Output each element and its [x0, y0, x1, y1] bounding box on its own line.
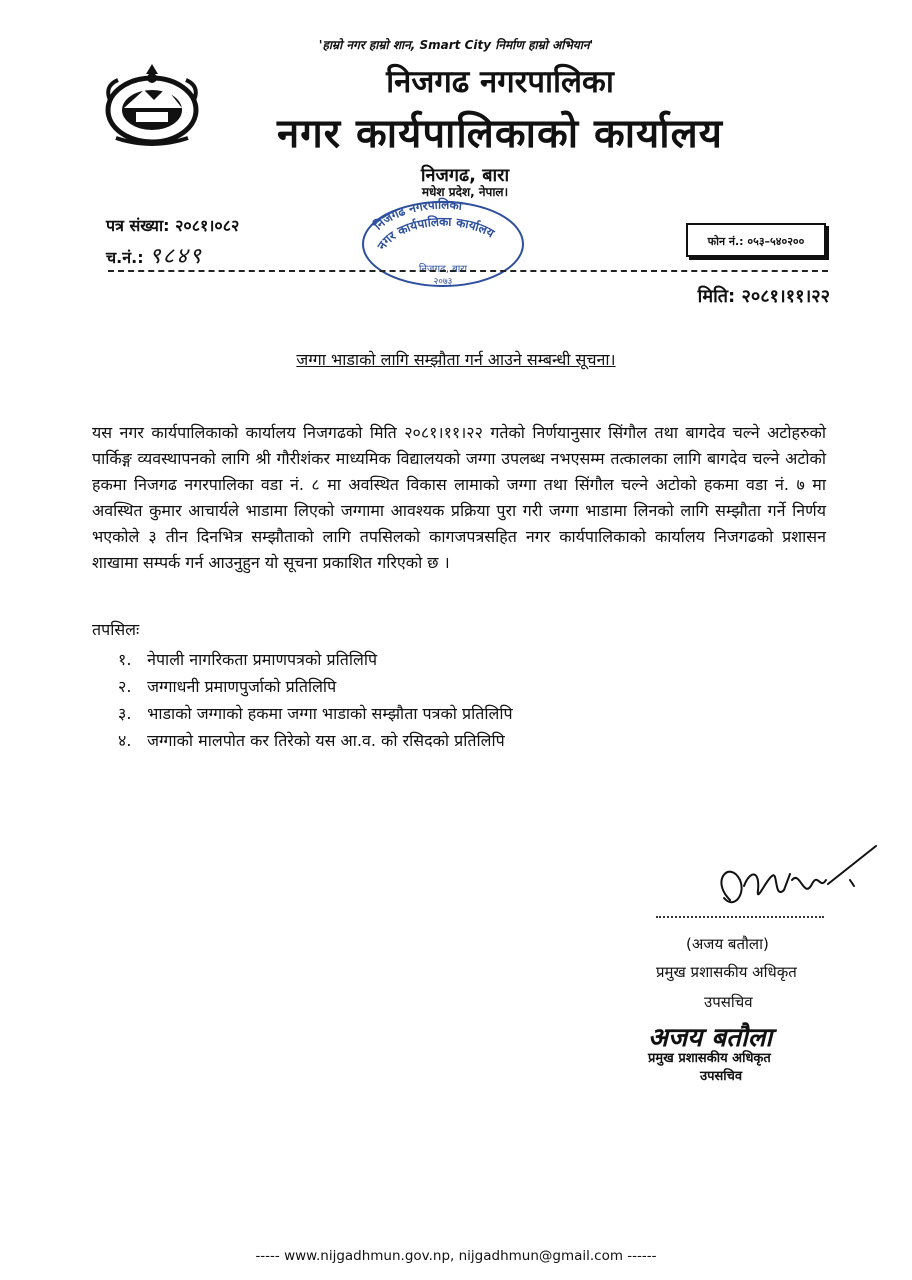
signatory-designation: प्रमुख प्रशासकीय अधिकृत	[656, 963, 797, 981]
signatory-rank: उपसचिव	[704, 993, 753, 1011]
stamp-bottom-text: नगर कार्यपालिका कार्यालय	[374, 214, 497, 253]
notice-body: यस नगर कार्यपालिकाको कार्यालय निजगढको मिति २०८१।११।२२ गतेको निर्णयानुसार सिंगौल तथा बागदेव चल्ने अटोहरुको पार्किङ्ग व्यवस्थापनको लागि श्री गौरीशंकर माध्यमिक विद्यालयको जग्गा उपलब्ध नभएसम्म तत्कालका लागि बागदेव चल्ने अटोको हकमा निजगढ नगरपालिका वडा नं. ८ मा अवस्थित विकास लामाको जग्गा तथा सिंगौल चल्ने अटोको हकमा वडा नं. ७ मा अवस्थित कुमार आचार्यले भाडामा लिएको जग्गामा आवश्यक प्रक्रिया पुरा गरी जग्गा भाडामा लिनको लागि सम्झौता गर्ने निर्णय भएकोले ३ तीन दिनभित्र सम्झौताको लागि तपसिलको कागजपत्रसहित नगर कार्यपालिकाको कार्यालय निजगढको प्रशासन शाखामा सम्पर्क गर्न आउनुहुन यो सूचना प्रकाशित गरिएको छ ।	[92, 423, 826, 572]
patra-sankhya	[106, 214, 239, 236]
list-item-number: ३.	[118, 704, 132, 723]
stamp-place: निजगढ, बारा	[418, 264, 468, 275]
signature-line	[656, 916, 824, 918]
seal-rank: उपसचिव	[700, 1069, 743, 1084]
location-line1: निजगढ, बारा	[420, 165, 510, 186]
list-item-number: ४.	[118, 731, 132, 750]
footer-contact: ----- www.nijgadhmun.gov.np, nijgadhmun@gmail.com ------	[255, 1248, 657, 1264]
office-title: नगर कार्यपालिकाको कार्यालय	[277, 111, 723, 157]
municipality-title: निजगढ नगरपालिका	[386, 64, 614, 100]
stamp-year: २०७३	[433, 277, 453, 287]
notice-subject: जग्गा भाडाको लागि सम्झौता गर्न आउने सम्बन्धी सूचना।	[296, 350, 616, 369]
list-item-text: जग्गाधनी प्रमाणपुर्जाको प्रतिलिपि	[147, 677, 337, 696]
chalani-label: च.नं.:	[106, 248, 144, 267]
seal-designation: प्रमुख प्रशासकीय अधिकृत	[648, 1051, 771, 1066]
stamp-top-text: निजगढ नगरपालिका	[371, 197, 463, 233]
location-line2: मधेश प्रदेश, नेपाल।	[421, 185, 509, 199]
nepal-government-emblem-icon	[96, 60, 208, 150]
tapasil-list	[118, 646, 513, 754]
list-item	[118, 646, 513, 673]
list-item-number: १.	[118, 650, 132, 669]
chalani-value: ९८४९	[149, 244, 203, 269]
list-item	[118, 673, 513, 700]
patra-label: पत्र संख्या:	[106, 216, 170, 235]
list-item	[118, 700, 513, 727]
signatory-name: (अजय बतौला)	[686, 935, 769, 953]
list-item-text: जग्गाको मालपोत कर तिरेको यस आ.व. को रसिदको प्रतिलिपि	[147, 731, 505, 750]
patra-value: २०८१।०८२	[175, 216, 240, 235]
phone-box: फोन नं.: ०५३–५४०२००	[686, 223, 826, 257]
letter-date: मिति: २०८१।११।२२	[697, 286, 830, 307]
list-item-number: २.	[118, 677, 132, 696]
chalani-number	[106, 240, 203, 270]
slogan: 'हाम्रो नगर हाम्रो शान, Smart City निर्माण हाम्रो अभियान'	[318, 38, 594, 52]
header-divider	[108, 270, 828, 272]
list-item-text: भाडाको जग्गाको हकमा जग्गा भाडाको सम्झौता पत्रको प्रतिलिपि	[147, 704, 513, 723]
name-seal: अजय बतौला	[648, 1023, 773, 1053]
list-item	[118, 727, 513, 754]
list-item-text: नेपाली नागरिकता प्रमाणपत्रको प्रतिलिपि	[147, 650, 378, 669]
office-stamp	[358, 196, 528, 288]
tapasil-label: तपसिलः	[92, 620, 140, 639]
